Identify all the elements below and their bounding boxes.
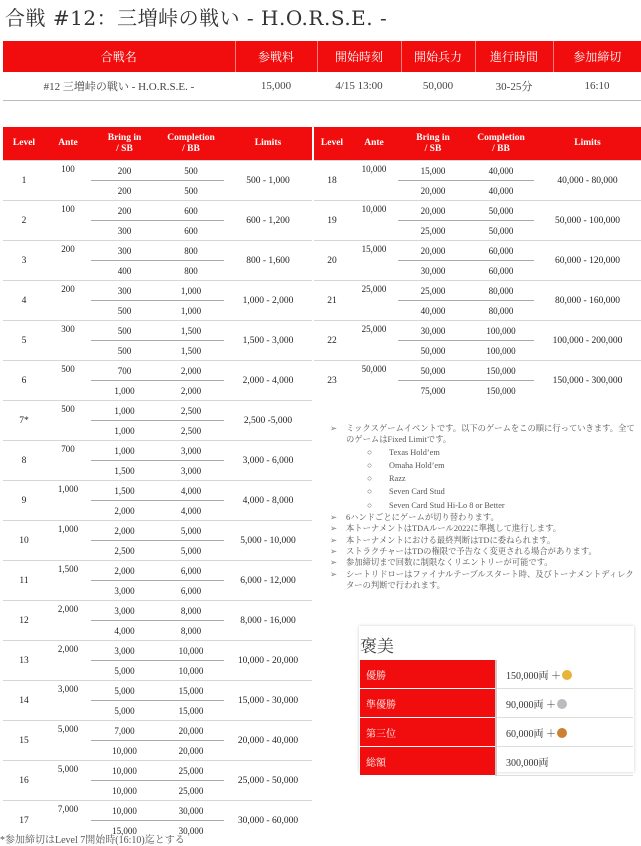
prize-value-cell bbox=[496, 718, 633, 747]
bring-in-value: 3,000 bbox=[91, 641, 158, 661]
summary-header: 開始時刻 bbox=[317, 41, 401, 72]
completion-value: 15,000 bbox=[158, 681, 224, 701]
bring-in-value: 200 bbox=[91, 161, 158, 181]
ante-value: 7,000 bbox=[45, 801, 91, 841]
prize-value: 150,000両 ＋ bbox=[506, 670, 561, 682]
limits-value: 800 - 1,600 bbox=[224, 241, 312, 281]
completion-value: 30,000 bbox=[158, 801, 224, 821]
bring-in-value: 2,000 bbox=[91, 521, 158, 541]
level-row bbox=[3, 641, 312, 661]
game-name: Seven Card Stud bbox=[389, 487, 445, 497]
prize-table bbox=[360, 660, 633, 776]
ante-value: 3,000 bbox=[45, 681, 91, 721]
game-name: Seven Card Stud Hi-Lo 8 or Better bbox=[389, 500, 505, 510]
completion-value: 1,000 bbox=[158, 281, 224, 301]
level-row bbox=[3, 521, 312, 541]
summary-cell: 16:10 bbox=[553, 72, 641, 101]
limits-value: 30,000 - 60,000 bbox=[224, 801, 312, 841]
limits-value: 1,000 - 2,000 bbox=[224, 281, 312, 321]
level-row bbox=[3, 561, 312, 581]
level-number: 15 bbox=[3, 721, 45, 761]
completion-value: 20,000 bbox=[158, 721, 224, 741]
prize-title: 褒美 bbox=[360, 637, 394, 657]
ante-value: 5,000 bbox=[45, 721, 91, 761]
bring-in-value: 5,000 bbox=[91, 661, 158, 681]
level-number: 14 bbox=[3, 681, 45, 721]
limits-value: 20,000 - 40,000 bbox=[224, 721, 312, 761]
completion-value: 2,500 bbox=[158, 421, 224, 441]
prize-row bbox=[360, 689, 633, 718]
completion-value: 600 bbox=[158, 201, 224, 221]
limits-value: 100,000 - 200,000 bbox=[534, 321, 641, 361]
prize-value-cell bbox=[496, 689, 633, 718]
bring-in-value: 75,000 bbox=[398, 381, 468, 401]
completion-value: 1,500 bbox=[158, 341, 224, 361]
ante-value: 100 bbox=[45, 161, 91, 201]
footnote: *参加締切はLevel 7開始時(16:10)迄とする bbox=[0, 835, 185, 846]
level-table-right bbox=[314, 127, 641, 400]
level-row bbox=[3, 481, 312, 501]
level-header: Ante bbox=[350, 127, 398, 161]
level-number: 12 bbox=[3, 601, 45, 641]
bring-in-value: 10,000 bbox=[91, 801, 158, 821]
note-item bbox=[330, 569, 641, 592]
bring-in-value: 700 bbox=[91, 361, 158, 381]
limits-value: 25,000 - 50,000 bbox=[224, 761, 312, 801]
level-number: 9 bbox=[3, 481, 45, 521]
bring-in-value: 40,000 bbox=[398, 301, 468, 321]
completion-value: 50,000 bbox=[468, 201, 534, 221]
limits-value: 150,000 - 300,000 bbox=[534, 361, 641, 401]
note-text: ストラクチャーはTDの権限で予告なく変更される場合があります。 bbox=[346, 546, 597, 556]
bring-in-value: 500 bbox=[91, 341, 158, 361]
game-item bbox=[330, 485, 641, 498]
ante-value: 1,500 bbox=[45, 561, 91, 601]
ante-value: 1,000 bbox=[45, 521, 91, 561]
bring-in-value: 200 bbox=[91, 201, 158, 221]
bring-in-value: 10,000 bbox=[91, 761, 158, 781]
ante-value: 25,000 bbox=[350, 321, 398, 361]
limits-value: 5,000 - 10,000 bbox=[224, 521, 312, 561]
level-number: 2 bbox=[3, 201, 45, 241]
level-number: 17 bbox=[3, 801, 45, 841]
level-number: 5 bbox=[3, 321, 45, 361]
completion-value: 30,000 bbox=[158, 821, 224, 841]
completion-value: 50,000 bbox=[468, 221, 534, 241]
level-row bbox=[3, 281, 312, 301]
limits-value: 10,000 - 20,000 bbox=[224, 641, 312, 681]
completion-value: 1,500 bbox=[158, 321, 224, 341]
ante-value: 5,000 bbox=[45, 761, 91, 801]
bring-in-value: 500 bbox=[91, 321, 158, 341]
completion-value: 600 bbox=[158, 221, 224, 241]
completion-value: 60,000 bbox=[468, 261, 534, 281]
ante-value: 1,000 bbox=[45, 481, 91, 521]
game-name: Razz bbox=[389, 474, 406, 484]
prize-label: 準優勝 bbox=[360, 689, 496, 718]
limits-value: 15,000 - 30,000 bbox=[224, 681, 312, 721]
completion-value: 3,000 bbox=[158, 461, 224, 481]
game-name: Texas Hold’em bbox=[389, 447, 440, 457]
prize-label: 第三位 bbox=[360, 718, 496, 747]
silver-medal-icon bbox=[557, 699, 567, 709]
note-text: 本トーナメントにおける最終判断はTDに委ねられます。 bbox=[346, 535, 556, 545]
ante-value: 500 bbox=[45, 401, 91, 441]
completion-value: 2,000 bbox=[158, 361, 224, 381]
summary-cell: #12 三増峠の戦い - H.O.R.S.E. - bbox=[3, 72, 235, 101]
level-number: 3 bbox=[3, 241, 45, 281]
level-row bbox=[314, 161, 641, 181]
circle-bullet-icon: ○ bbox=[367, 487, 373, 497]
ante-value: 2,000 bbox=[45, 601, 91, 641]
completion-value: 150,000 bbox=[468, 381, 534, 401]
summary-cell: 50,000 bbox=[401, 72, 475, 101]
level-number: 7* bbox=[3, 401, 45, 441]
prize-label: 総額 bbox=[360, 747, 496, 776]
note-item bbox=[330, 546, 641, 557]
bring-in-value: 10,000 bbox=[91, 781, 158, 801]
completion-value: 2,000 bbox=[158, 381, 224, 401]
ante-value: 50,000 bbox=[350, 361, 398, 401]
completion-value: 10,000 bbox=[158, 661, 224, 681]
note-item bbox=[330, 557, 641, 568]
bring-in-value: 2,500 bbox=[91, 541, 158, 561]
arrow-bullet-icon: ➢ bbox=[330, 558, 337, 568]
bring-in-value: 500 bbox=[91, 301, 158, 321]
level-header: Level bbox=[3, 127, 45, 161]
bronze-medal-icon bbox=[557, 728, 567, 738]
level-number: 19 bbox=[314, 201, 350, 241]
level-number: 6 bbox=[3, 361, 45, 401]
completion-value: 5,000 bbox=[158, 541, 224, 561]
games-list bbox=[330, 446, 641, 512]
completion-value: 6,000 bbox=[158, 581, 224, 601]
prize-row bbox=[360, 660, 633, 689]
arrow-bullet-icon: ➢ bbox=[330, 546, 337, 556]
level-header: Bring in / SB bbox=[398, 127, 468, 161]
bring-in-value: 20,000 bbox=[398, 201, 468, 221]
note-text: ミックスゲームイベントです。以下のゲームをこの順に行っていきます。全てのゲームはFixed Limitです。 bbox=[346, 424, 635, 445]
bring-in-value: 20,000 bbox=[398, 181, 468, 201]
game-item bbox=[330, 459, 641, 472]
summary-header: 参戦料 bbox=[235, 41, 317, 72]
completion-value: 500 bbox=[158, 161, 224, 181]
bring-in-value: 30,000 bbox=[398, 261, 468, 281]
completion-value: 100,000 bbox=[468, 321, 534, 341]
level-number: 23 bbox=[314, 361, 350, 401]
ante-value: 100 bbox=[45, 201, 91, 241]
ante-value: 2,000 bbox=[45, 641, 91, 681]
ante-value: 300 bbox=[45, 321, 91, 361]
level-row bbox=[3, 441, 312, 461]
note-text: 参加締切まで回数に制限なくリエントリーが可能です。 bbox=[346, 558, 553, 568]
level-row bbox=[3, 321, 312, 341]
bring-in-value: 5,000 bbox=[91, 701, 158, 721]
prize-value: 300,000両 bbox=[506, 757, 549, 769]
level-row bbox=[3, 721, 312, 741]
ante-value: 10,000 bbox=[350, 201, 398, 241]
bring-in-value: 25,000 bbox=[398, 221, 468, 241]
level-row bbox=[314, 281, 641, 301]
level-number: 1 bbox=[3, 161, 45, 201]
level-row bbox=[3, 681, 312, 701]
game-item bbox=[330, 499, 641, 512]
bring-in-value: 25,000 bbox=[398, 281, 468, 301]
completion-value: 15,000 bbox=[158, 701, 224, 721]
summary-cell: 4/15 13:00 bbox=[317, 72, 401, 101]
bring-in-value: 30,000 bbox=[398, 321, 468, 341]
summary-cell: 15,000 bbox=[235, 72, 317, 101]
limits-value: 600 - 1,200 bbox=[224, 201, 312, 241]
bring-in-value: 300 bbox=[91, 221, 158, 241]
completion-value: 10,000 bbox=[158, 641, 224, 661]
ante-value: 10,000 bbox=[350, 161, 398, 201]
limits-value: 6,000 - 12,000 bbox=[224, 561, 312, 601]
completion-value: 40,000 bbox=[468, 181, 534, 201]
bring-in-value: 300 bbox=[91, 241, 158, 261]
bring-in-value: 1,500 bbox=[91, 481, 158, 501]
completion-value: 500 bbox=[158, 181, 224, 201]
circle-bullet-icon: ○ bbox=[367, 460, 373, 470]
level-header: Completion / BB bbox=[468, 127, 534, 161]
bring-in-value: 50,000 bbox=[398, 341, 468, 361]
level-number: 22 bbox=[314, 321, 350, 361]
prize-value-cell bbox=[496, 747, 633, 776]
prize-value-cell bbox=[496, 660, 633, 689]
completion-value: 60,000 bbox=[468, 241, 534, 261]
game-item bbox=[330, 446, 641, 459]
level-row bbox=[3, 161, 312, 181]
note-item bbox=[330, 512, 641, 523]
note-text: 6ハンドごとにゲームが切り替わります。 bbox=[346, 513, 499, 523]
level-number: 10 bbox=[3, 521, 45, 561]
bring-in-value: 10,000 bbox=[91, 741, 158, 761]
limits-value: 50,000 - 100,000 bbox=[534, 201, 641, 241]
limits-value: 3,000 - 6,000 bbox=[224, 441, 312, 481]
level-number: 13 bbox=[3, 641, 45, 681]
ante-value: 25,000 bbox=[350, 281, 398, 321]
bring-in-value: 7,000 bbox=[91, 721, 158, 741]
level-header: Limits bbox=[534, 127, 641, 161]
completion-value: 20,000 bbox=[158, 741, 224, 761]
limits-value: 1,500 - 3,000 bbox=[224, 321, 312, 361]
ante-value: 200 bbox=[45, 281, 91, 321]
bring-in-value: 3,000 bbox=[91, 601, 158, 621]
game-name: Omaha Hold’em bbox=[389, 460, 445, 470]
bring-in-value: 4,000 bbox=[91, 621, 158, 641]
level-row bbox=[314, 361, 641, 381]
limits-value: 80,000 - 160,000 bbox=[534, 281, 641, 321]
arrow-bullet-icon: ➢ bbox=[330, 513, 337, 523]
limits-value: 500 - 1,000 bbox=[224, 161, 312, 201]
bring-in-value: 400 bbox=[91, 261, 158, 281]
circle-bullet-icon: ○ bbox=[367, 447, 373, 457]
completion-value: 4,000 bbox=[158, 501, 224, 521]
completion-value: 8,000 bbox=[158, 621, 224, 641]
level-number: 21 bbox=[314, 281, 350, 321]
completion-value: 80,000 bbox=[468, 281, 534, 301]
bring-in-value: 50,000 bbox=[398, 361, 468, 381]
note-item bbox=[330, 523, 641, 534]
completion-value: 40,000 bbox=[468, 161, 534, 181]
summary-header: 進行時間 bbox=[475, 41, 553, 72]
note-item bbox=[330, 423, 641, 446]
prize-value: 90,000両 ＋ bbox=[506, 699, 556, 711]
game-item bbox=[330, 472, 641, 485]
completion-value: 4,000 bbox=[158, 481, 224, 501]
level-header: Ante bbox=[45, 127, 91, 161]
completion-value: 80,000 bbox=[468, 301, 534, 321]
note-text: 本トーナメントはTDAルール2022に準拠して進行します。 bbox=[346, 524, 562, 534]
bring-in-value: 15,000 bbox=[91, 821, 158, 841]
level-row bbox=[314, 321, 641, 341]
completion-value: 800 bbox=[158, 241, 224, 261]
arrow-bullet-icon: ➢ bbox=[330, 535, 337, 545]
bring-in-value: 1,500 bbox=[91, 461, 158, 481]
gold-medal-icon bbox=[562, 670, 572, 680]
event-summary-table bbox=[3, 41, 641, 101]
prize-label: 優勝 bbox=[360, 660, 496, 689]
level-row bbox=[3, 601, 312, 621]
level-number: 20 bbox=[314, 241, 350, 281]
bring-in-value: 200 bbox=[91, 181, 158, 201]
completion-value: 150,000 bbox=[468, 361, 534, 381]
bring-in-value: 1,000 bbox=[91, 441, 158, 461]
summary-cell: 30-25分 bbox=[475, 72, 553, 101]
summary-header: 参加締切 bbox=[553, 41, 641, 72]
level-header: Limits bbox=[224, 127, 312, 161]
completion-value: 3,000 bbox=[158, 441, 224, 461]
prize-value: 60,000両 ＋ bbox=[506, 728, 556, 740]
bring-in-value: 2,000 bbox=[91, 561, 158, 581]
level-row bbox=[3, 361, 312, 381]
bring-in-value: 1,000 bbox=[91, 421, 158, 441]
games-list-wrap bbox=[330, 446, 641, 512]
completion-value: 25,000 bbox=[158, 761, 224, 781]
level-row bbox=[3, 201, 312, 221]
prize-row bbox=[360, 718, 633, 747]
ante-value: 700 bbox=[45, 441, 91, 481]
completion-value: 100,000 bbox=[468, 341, 534, 361]
limits-value: 2,000 - 4,000 bbox=[224, 361, 312, 401]
level-row bbox=[314, 201, 641, 221]
circle-bullet-icon: ○ bbox=[367, 474, 373, 484]
page-title: 合戦 #12：三増峠の戦い - H.O.R.S.E. - bbox=[5, 6, 388, 30]
ante-value: 200 bbox=[45, 241, 91, 281]
rules-notes bbox=[330, 423, 641, 591]
bring-in-value: 3,000 bbox=[91, 581, 158, 601]
completion-value: 6,000 bbox=[158, 561, 224, 581]
arrow-bullet-icon: ➢ bbox=[330, 424, 337, 433]
level-number: 4 bbox=[3, 281, 45, 321]
arrow-bullet-icon: ➢ bbox=[330, 569, 337, 579]
note-text: シートリドローはファイナルテーブルスタート時、及びトーナメントディレクターの判断で行われます。 bbox=[346, 569, 634, 590]
arrow-bullet-icon: ➢ bbox=[330, 524, 337, 534]
level-row bbox=[3, 801, 312, 821]
bring-in-value: 1,000 bbox=[91, 381, 158, 401]
level-header: Bring in / SB bbox=[91, 127, 158, 161]
ante-value: 500 bbox=[45, 361, 91, 401]
level-row bbox=[3, 401, 312, 421]
completion-value: 2,500 bbox=[158, 401, 224, 421]
limits-value: 4,000 - 8,000 bbox=[224, 481, 312, 521]
completion-value: 800 bbox=[158, 261, 224, 281]
bring-in-value: 5,000 bbox=[91, 681, 158, 701]
bring-in-value: 20,000 bbox=[398, 241, 468, 261]
prize-row bbox=[360, 747, 633, 776]
bring-in-value: 15,000 bbox=[398, 161, 468, 181]
level-number: 16 bbox=[3, 761, 45, 801]
summary-header: 開始兵力 bbox=[401, 41, 475, 72]
level-number: 18 bbox=[314, 161, 350, 201]
completion-value: 25,000 bbox=[158, 781, 224, 801]
level-row bbox=[3, 761, 312, 781]
summary-header: 合戦名 bbox=[3, 41, 235, 72]
level-row bbox=[314, 241, 641, 261]
limits-value: 60,000 - 120,000 bbox=[534, 241, 641, 281]
bring-in-value: 2,000 bbox=[91, 501, 158, 521]
completion-value: 1,000 bbox=[158, 301, 224, 321]
limits-value: 8,000 - 16,000 bbox=[224, 601, 312, 641]
note-item bbox=[330, 535, 641, 546]
limits-value: 40,000 - 80,000 bbox=[534, 161, 641, 201]
completion-value: 8,000 bbox=[158, 601, 224, 621]
bring-in-value: 300 bbox=[91, 281, 158, 301]
level-number: 11 bbox=[3, 561, 45, 601]
circle-bullet-icon: ○ bbox=[367, 500, 373, 510]
ante-value: 15,000 bbox=[350, 241, 398, 281]
level-header: Level bbox=[314, 127, 350, 161]
completion-value: 5,000 bbox=[158, 521, 224, 541]
level-header: Completion / BB bbox=[158, 127, 224, 161]
level-row bbox=[3, 241, 312, 261]
level-table-left bbox=[3, 127, 312, 840]
limits-value: 2,500 -5,000 bbox=[224, 401, 312, 441]
bring-in-value: 1,000 bbox=[91, 401, 158, 421]
level-number: 8 bbox=[3, 441, 45, 481]
